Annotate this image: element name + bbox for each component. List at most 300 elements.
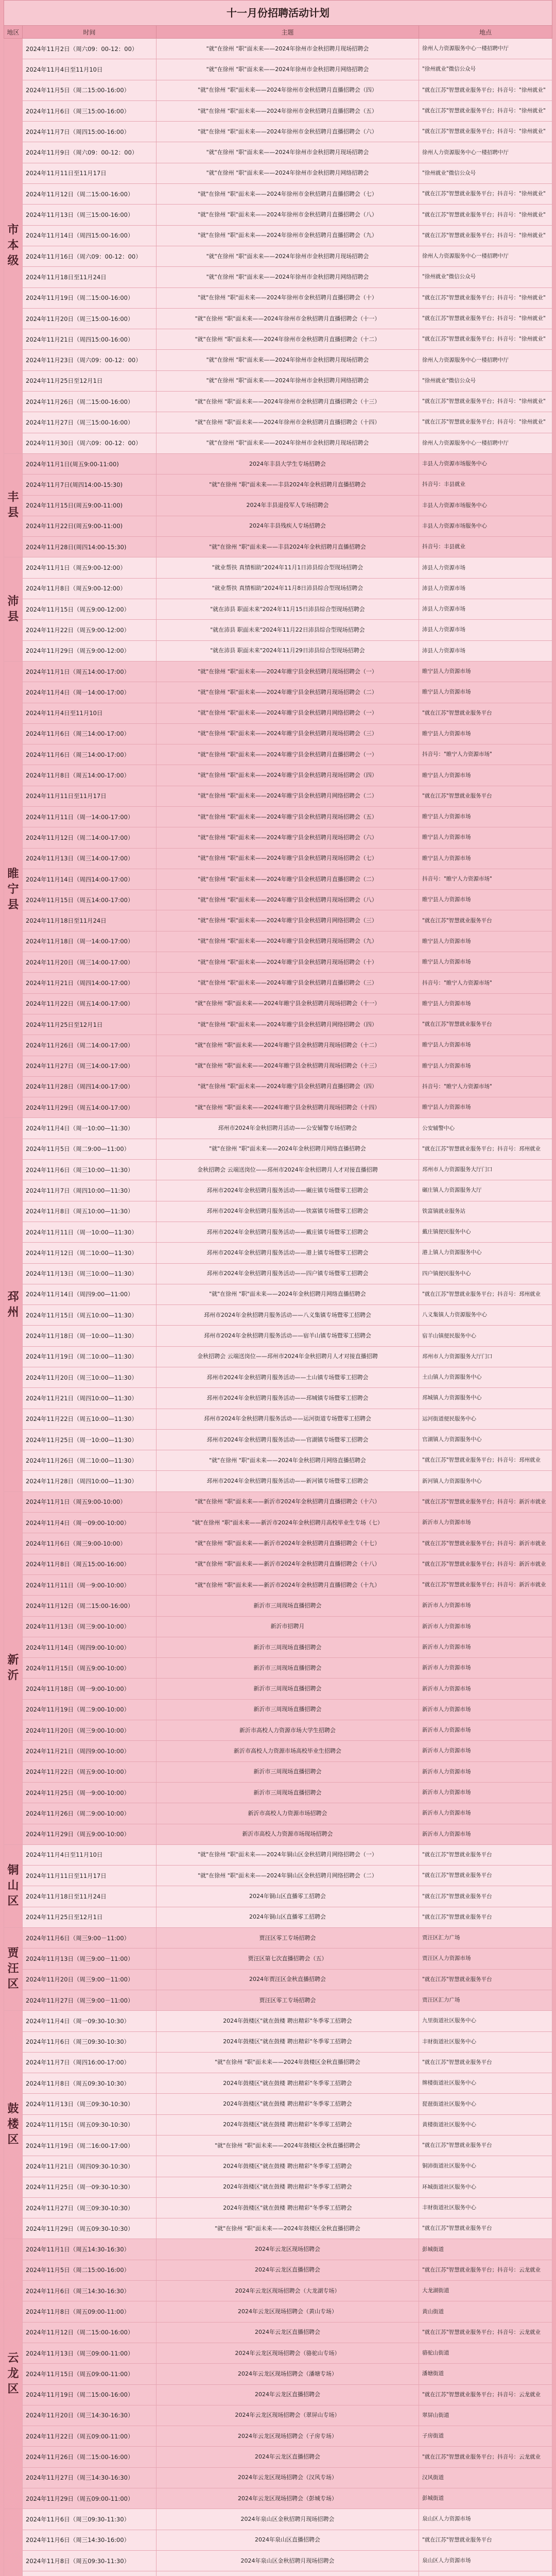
place-cell: "就在江苏"智慧就业服务平台；抖音号：新沂市就业 <box>419 1554 552 1574</box>
place-cell: 潘塘街道 <box>419 2364 552 2384</box>
table-row <box>4 2426 552 2447</box>
theme-cell: 2024年云龙区现场招聘会（黄山专场） <box>157 2301 419 2322</box>
time-cell: 2024年11月28日（周四10:00—11:30） <box>23 1471 157 1492</box>
time-cell: 2024年11月19日（周二15:00-16:00） <box>23 2384 157 2405</box>
time-cell: 2024年11月19日（周二15:00-16:00） <box>23 287 157 308</box>
time-cell: 2024年11月28日（周四14:00-17:00） <box>23 1076 157 1097</box>
table-row <box>4 1533 552 1554</box>
table-row <box>4 1097 552 1118</box>
table-row <box>4 661 552 682</box>
theme-cell: "就业帮扶 真情相助"2024年11月1日沛县综合型现场招聘会 <box>157 557 419 578</box>
time-cell: 2024年11月19日（周二9:00-10:00） <box>23 1699 157 1720</box>
table-row <box>4 2156 552 2177</box>
place-cell: 新沂市人力资源市场 <box>419 1616 552 1637</box>
place-cell: "就在江苏"智慧就业服务平台；抖音号：邳州就业 <box>419 1450 552 1471</box>
table-row <box>4 890 552 910</box>
place-cell: 彭城街道 <box>419 2239 552 2260</box>
time-cell: 2024年11月27日（周三15:00-16:00） <box>23 412 157 433</box>
time-cell: 2024年11月27日（周三9:00－11:00） <box>23 1990 157 2010</box>
place-cell: 九里街道社区服务中心 <box>419 2011 552 2031</box>
place-cell: 沛县人力资源市场 <box>419 578 552 599</box>
time-cell: 2024年11月8日（周五09:00-11:00） <box>23 2301 157 2322</box>
table-row <box>4 2239 552 2260</box>
theme-cell: 2024年云龙区现场招聘会（汉风专场） <box>157 2467 419 2488</box>
place-cell: "徐州就业"微信公众号 <box>419 267 552 287</box>
time-cell: 2024年11月23日（周六09：00-12：00） <box>23 350 157 370</box>
place-cell: 新沂市人力资源市场 <box>419 1658 552 1679</box>
place-cell: "就在江苏"智慧就业服务平台；抖音号：邳州就业 <box>419 1284 552 1304</box>
place-cell: 彭城街道 <box>419 2488 552 2509</box>
table-row <box>4 2384 552 2405</box>
theme-cell: "就"在徐州 "职"面未来——2024年徐州市金秋招聘月网络招聘会 <box>157 370 419 391</box>
table-row <box>4 620 552 640</box>
theme-cell: "就"在徐州 "职"面未来——2024年睢宁县金秋招聘月网络招聘会（四） <box>157 1014 419 1035</box>
place-cell: 碾庄镇人力资源服务大厅 <box>419 1180 552 1201</box>
place-cell: 睢宁县人力资源市场 <box>419 993 552 1014</box>
table-row <box>4 2094 552 2114</box>
theme-cell: 2024年云龙区现场招聘会（骆驼山专场） <box>157 2343 419 2363</box>
district-cell: 丰县 <box>4 453 23 557</box>
table-row <box>4 1118 552 1139</box>
theme-cell: 2024年云龙区直播招聘会 <box>157 2322 419 2343</box>
time-cell: 2024年11月4日（周一14:00-17:00） <box>23 682 157 703</box>
table-row <box>4 1844 552 1865</box>
theme-cell: "就"在徐州 "职"面未来——丰县2024年金秋招聘月直播招聘会 <box>157 537 419 557</box>
header-theme: 主题 <box>157 26 419 39</box>
table-row <box>4 786 552 806</box>
table-row <box>4 308 552 329</box>
theme-cell: "就"在徐州 "职"面未来——2024年徐州市金秋招聘月现场招聘会 <box>157 246 419 266</box>
place-cell: "就在江苏"智慧就业服务平台 <box>419 1844 552 1865</box>
table-row <box>4 370 552 391</box>
theme-cell: 2024年鼓楼区"就在鼓楼 聘出精彩"冬季零工招聘会 <box>157 2073 419 2094</box>
time-cell: 2024年11月13日（周三9:00-10:00） <box>23 1616 157 1637</box>
theme-cell: "就"在徐州 "职"面未来——2024年徐州市金秋招聘月直播招聘会（十四） <box>157 412 419 433</box>
theme-cell: "就"在徐州 "职"面未来——2024年睢宁县金秋招聘月现场招聘会（九） <box>157 931 419 952</box>
table-row <box>4 80 552 100</box>
theme-cell: 邳州市2024年金秋招聘月活动——公安辅警专场招聘会 <box>157 1118 419 1139</box>
place-cell: 丰县人力资源市场服务中心 <box>419 516 552 536</box>
theme-cell: 新沂市三周现场直播招聘会 <box>157 1658 419 1679</box>
theme-cell: 新沂市三周现场直播招聘会 <box>157 1637 419 1657</box>
place-cell: 沛县人力资源市场 <box>419 557 552 578</box>
theme-cell: 2024年鼓楼区"就在鼓楼 聘出精彩"冬季零工招聘会 <box>157 2197 419 2218</box>
place-cell: 新沂市人力资源市场 <box>419 1637 552 1657</box>
table-row <box>4 723 552 744</box>
place-cell: 新沂市人力资源市场 <box>419 1720 552 1741</box>
theme-cell: 新沂市高校人力资源市场高校毕业生招聘会 <box>157 1741 419 1761</box>
place-cell: 丰财街道社区服务中心 <box>419 2031 552 2052</box>
place-cell: "就在江苏"智慧就业服务平台；抖音号："徐州就业" <box>419 205 552 225</box>
theme-cell: 邳州市2024年金秋招聘月服务活动——新河镇专场暨零工招聘会 <box>157 1471 419 1492</box>
table-row <box>4 412 552 433</box>
header-time: 时间 <box>23 26 157 39</box>
time-cell: 2024年11月20日（周三10:00—11:30） <box>23 1367 157 1388</box>
place-cell: "就在江苏"智慧就业服务平台 <box>419 1969 552 1990</box>
time-cell: 2024年11月22日(周五9:00-11:00) <box>23 516 157 536</box>
time-cell: 2024年11月18日至11月24日 <box>23 267 157 287</box>
time-cell: 2024年11月29日（周五09:00-11:00） <box>23 2488 157 2509</box>
place-cell: 睢宁县人力资源市场 <box>419 1035 552 1056</box>
place-cell: 抖音号："睢宁人力资源市场" <box>419 1076 552 1097</box>
time-cell: 2024年11月5日（周二9:00—11:00） <box>23 1139 157 1159</box>
time-cell: 2024年11月1日（周五14:00-17:00） <box>23 661 157 682</box>
theme-cell: "就业帮扶 真情相助"2024年11月8日沛县综合型现场招聘会 <box>157 578 419 599</box>
table-row <box>4 1139 552 1159</box>
time-cell: 2024年11月15日（周五09:00-11:00） <box>23 2364 157 2384</box>
theme-cell: "就"在徐州 "职"面未来——2024年徐州市金秋招聘月现场招聘会 <box>157 433 419 453</box>
place-cell: 翠屏山街道 <box>419 2405 552 2426</box>
place-cell: 睢宁县人力资源市场 <box>419 890 552 910</box>
time-cell: 2024年11月22日（周五14:00-17:00） <box>23 993 157 1014</box>
theme-cell: "就"在徐州 "职"面未来——2024年睢宁县金秋招聘月现场招聘会（十一） <box>157 993 419 1014</box>
place-cell: 汉风街道 <box>419 2467 552 2488</box>
table-row <box>4 931 552 952</box>
time-cell: 2024年11月22日（周五10:00—11:30） <box>23 1409 157 1429</box>
theme-cell: 邳州市2024年金秋招聘月服务活动——八义集镇专场暨零工招聘会 <box>157 1305 419 1326</box>
table-row <box>4 2364 552 2384</box>
table-row <box>4 1637 552 1657</box>
theme-cell: "就"在徐州 "职"面未来——2024年睢宁县金秋招聘月现场招聘会（七） <box>157 848 419 869</box>
theme-cell <box>157 2571 419 2576</box>
table-row <box>4 1699 552 1720</box>
place-cell: 贾汪区汇力广场 <box>419 1928 552 1948</box>
table-row <box>4 1948 552 1969</box>
table-row <box>4 1886 552 1907</box>
time-cell: 2024年11月8日（周五9:00-12:00） <box>23 578 157 599</box>
table-row <box>4 910 552 931</box>
theme-cell: "就"在徐州 "职"面未来——2024年睢宁县金秋招聘月现场招聘会（五） <box>157 806 419 827</box>
table-row <box>4 246 552 266</box>
theme-cell: "就"在徐州 "职"面未来——2024年鼓楼区金秋直播招聘会 <box>157 2052 419 2073</box>
table-row <box>4 100 552 121</box>
theme-cell: "就"在徐州 "职"面未来——2024年徐州市金秋招聘月直播招聘会（十一） <box>157 308 419 329</box>
table-row <box>4 703 552 723</box>
time-cell: 2024年11月7日（周四15:00-16:00） <box>23 122 157 142</box>
time-cell: 2024年11月29日（周五9:00-10:00） <box>23 1824 157 1844</box>
theme-cell: 邳州市2024年金秋招聘月服务活动——碾庄镇专场暨零工招聘会 <box>157 1180 419 1201</box>
time-cell: 2024年11月13日（周三09:30-10:30） <box>23 2094 157 2114</box>
table-row <box>4 744 552 765</box>
theme-cell: 邳州市2024年金秋招聘月服务活动——铁富镇专场暨零工招聘会 <box>157 1201 419 1222</box>
theme-cell: "就"在徐州 "职"面未来——2024年鼓楼区金秋直播招聘会 <box>157 2135 419 2156</box>
place-cell: 土山镇人力资源服务中心 <box>419 1367 552 1388</box>
place-cell: 睢宁县人力资源市场 <box>419 827 552 848</box>
place-cell: "就在江苏"智慧就业服务平台 <box>419 1866 552 1886</box>
time-cell: 2024年11月14日（周四9:00—11:00） <box>23 1284 157 1304</box>
theme-cell: "就"在徐州 "职"面未来——2024年徐州市金秋招聘月直播招聘会（四） <box>157 80 419 100</box>
time-cell: 2024年11月18日（周一9:00-10:00） <box>23 1679 157 1699</box>
time-cell: 2024年11月26日（周二15:00-16:00） <box>23 392 157 412</box>
time-cell: 2024年11月8日（周五10:00—11:30） <box>23 1201 157 1222</box>
place-cell: 贾汪区汇力广场 <box>419 1990 552 2010</box>
schedule-body <box>4 39 552 2576</box>
district-cell: 新沂 <box>4 1492 23 1844</box>
theme-cell: 2024年泉山区金秋招聘月现场招聘会 <box>157 2509 419 2530</box>
time-cell: 2024年11月4日至11月10日 <box>23 59 157 80</box>
time-cell: 2024年11月2日（周六09：00-12：00） <box>23 39 157 59</box>
theme-cell: "就"在徐州 "职"面未来——2024年睢宁县金秋招聘月现场招聘会（十二） <box>157 1035 419 1056</box>
theme-cell: "就"在徐州 "职"面未来——2024年徐州市金秋招聘月直播招聘会（十二） <box>157 329 419 350</box>
place-cell: 牌楼街道社区服务中心 <box>419 2073 552 2094</box>
table-row <box>4 1305 552 1326</box>
table-row <box>4 1554 552 1574</box>
time-cell: 2024年11月21日（周四10:00—11:30） <box>23 1388 157 1409</box>
time-cell: 2024年11月1日（周五14:30-16:30） <box>23 2239 157 2260</box>
time-cell: 2024年11月25日至12月1日 <box>23 370 157 391</box>
theme-cell: 邳州市2024年金秋招聘月服务活动——港上镇专场暨零工招聘会 <box>157 1243 419 1263</box>
place-cell: "徐州就业"微信公众号 <box>419 370 552 391</box>
time-cell: 2024年11月20日（周三14:00-17:00） <box>23 952 157 973</box>
time-cell: 2024年11月21日（周四9:00-10:00） <box>23 1741 157 1761</box>
theme-cell: "就"在徐州 "职"面未来——2024年徐州市金秋招聘月直播招聘会（十三） <box>157 392 419 412</box>
table-row <box>4 1741 552 1761</box>
district-cell: 铜山区 <box>4 1844 23 1927</box>
theme-cell: "就"在徐州 "职"面未来——2024年徐州市金秋招聘月直播招聘会（九） <box>157 225 419 246</box>
table-row <box>4 1990 552 2010</box>
place-cell: 新河镇人力资源服务中心 <box>419 1471 552 1492</box>
time-cell: 2024年11月15日（周五9:00-10:00） <box>23 1658 157 1679</box>
theme-cell: 金秋招聘会 云端送岗位——邳州市2024年金秋招聘月人才对接直播招聘 <box>157 1160 419 1180</box>
time-cell: 2024年11月6日（周三09:30-11:30） <box>23 2509 157 2530</box>
table-row <box>4 516 552 536</box>
table-row <box>4 267 552 287</box>
theme-cell: 邳州市2024年金秋招聘月服务活动——土山镇专场暨零工招聘会 <box>157 1367 419 1388</box>
table-row <box>4 2550 552 2571</box>
theme-cell: 贾汪区零工专场招聘会 <box>157 1990 419 2010</box>
table-row <box>4 682 552 703</box>
place-cell: 贾汪区人力资源市场 <box>419 1948 552 1969</box>
time-cell <box>23 2571 157 2576</box>
theme-cell: "就"在徐州 "职"面未来——新沂市2024年金秋招聘月直播招聘会（十八） <box>157 1554 419 1574</box>
time-cell: 2024年11月5日（周二15:00-16:00） <box>23 80 157 100</box>
theme-cell: 新沂市三周现场直播招聘会 <box>157 1761 419 1782</box>
theme-cell: "就"在徐州 "职"面未来——2024年睢宁县金秋招聘月现场招聘会（十） <box>157 952 419 973</box>
time-cell: 2024年11月11日（周一9:00-10:00） <box>23 1574 157 1595</box>
place-cell: 沛县人力资源市场 <box>419 640 552 661</box>
time-cell: 2024年11月13日（周三10:00—11:30） <box>23 1263 157 1284</box>
time-cell: 2024年11月6日（周三9:00-10:00） <box>23 1533 157 1554</box>
theme-cell: 新沂市高校人力资源市场现场招聘会 <box>157 1824 419 1844</box>
theme-cell: "就"在徐州 "职"面未来——2024年睢宁县金秋招聘月现场招聘会（四） <box>157 765 419 786</box>
place-cell: "就在江苏"智慧就业服务平台；抖音号：云龙就业 <box>419 2447 552 2467</box>
table-row <box>4 1243 552 1263</box>
table-row <box>4 1201 552 1222</box>
place-cell: 丰财街道社区服务中心 <box>419 2197 552 2218</box>
theme-cell: "就"在徐州 "职"面未来——2024年徐州市金秋招聘月现场招聘会 <box>157 350 419 370</box>
place-cell: 新沂市人力资源市场 <box>419 1761 552 1782</box>
theme-cell: "就"在徐州 "职"面未来——2024年睢宁县金秋招聘月直播招聘会（四） <box>157 1076 419 1097</box>
theme-cell: "就"在徐州 "职"面未来——丰县2024年金秋招聘月直播招聘会 <box>157 474 419 495</box>
theme-cell: "就"在徐州 "职"面未来——新沂市2024年金秋招聘月直播招聘会（十六） <box>157 1492 419 1512</box>
time-cell: 2024年11月25日（周一10:00—11:30） <box>23 1429 157 1450</box>
place-cell: 沛县人力资源市场 <box>419 599 552 620</box>
table-row <box>4 1471 552 1492</box>
table-row <box>4 2571 552 2576</box>
table-row <box>4 1180 552 1201</box>
table-row <box>4 2467 552 2488</box>
theme-cell: 贾汪区第七次直播招聘会（五） <box>157 1948 419 1969</box>
place-cell <box>419 2571 552 2576</box>
time-cell: 2024年11月28日(周四14:00-15:30) <box>23 537 157 557</box>
place-cell: 睢宁县人力资源市场 <box>419 1097 552 1118</box>
table-row <box>4 1076 552 1097</box>
place-cell: "就在江苏"智慧就业服务平台；抖音号：新沂市就业 <box>419 1533 552 1554</box>
place-cell: 宿羊山镇便民服务中心 <box>419 1326 552 1346</box>
table-row <box>4 806 552 827</box>
time-cell: 2024年11月25日至12月1日 <box>23 1907 157 1927</box>
theme-cell: "就"在徐州 "职"面未来——2024年徐州市金秋招聘月网络招聘会 <box>157 267 419 287</box>
time-cell: 2024年11月29日（周五14:00-17:00） <box>23 1097 157 1118</box>
time-cell: 2024年11月13日（周三14:00-17:00） <box>23 848 157 869</box>
theme-cell: 2024年鼓楼区"就在鼓楼 聘出精彩"冬季零工招聘会 <box>157 2177 419 2197</box>
theme-cell: 邳州市2024年金秋招聘月服务活动——运河街道专场暨零工招聘会 <box>157 1409 419 1429</box>
time-cell: 2024年11月11日（周一14:00-17:00） <box>23 806 157 827</box>
place-cell: 抖音号："睢宁人力资源市场" <box>419 869 552 889</box>
table-row <box>4 2488 552 2509</box>
theme-cell: "就"在徐州 "职"面未来——新沂市2024年金秋招聘月直播招聘会（十七） <box>157 1533 419 1554</box>
place-cell: 睢宁县人力资源市场 <box>419 765 552 786</box>
table-row <box>4 205 552 225</box>
time-cell: 2024年11月4日至11月10日 <box>23 1844 157 1865</box>
place-cell: 睢宁县人力资源市场 <box>419 1056 552 1076</box>
place-cell: "就在江苏"智慧就业服务平台；抖音号："徐州就业" <box>419 412 552 433</box>
theme-cell: "就"在徐州 "职"面未来——2024年睢宁县金秋招聘月现场招聘会（六） <box>157 827 419 848</box>
table-row <box>4 869 552 889</box>
theme-cell: 2024年鼓楼区"就在鼓楼 聘出精彩"冬季零工招聘会 <box>157 2011 419 2031</box>
place-cell: "就在江苏"智慧就业服务平台 <box>419 2135 552 2156</box>
theme-cell: "就"在徐州 "职"面未来——2024年鼓楼区金秋直播招聘会 <box>157 2218 419 2239</box>
time-cell: 2024年11月29日（周五9:00-12:00） <box>23 640 157 661</box>
time-cell: 2024年11月20日（周三15:00-16:00） <box>23 308 157 329</box>
place-cell: "就在江苏"智慧就业服务平台；抖音号："徐州就业" <box>419 329 552 350</box>
theme-cell: "就"在徐州 "职"面未来——2024年睢宁县金秋招聘月现场招聘会（二） <box>157 682 419 703</box>
place-cell: "就在江苏"智慧就业服务平台；抖音号：邳州就业 <box>419 1139 552 1159</box>
time-cell: 2024年11月15日(周五9:00-11:00) <box>23 495 157 516</box>
time-cell: 2024年11月18日（周一10:00—11:30） <box>23 1326 157 1346</box>
theme-cell: 2024年鼓楼区"就在鼓楼 聘出精彩"冬季零工招聘会 <box>157 2156 419 2177</box>
time-cell: 2024年11月4日（周一09:00-10:00） <box>23 1513 157 1533</box>
place-cell: 睢宁县人力资源市场 <box>419 848 552 869</box>
time-cell: 2024年11月13日（周三09:00-11:00） <box>23 2343 157 2363</box>
time-cell: 2024年11月30日（周六09：00-12：00） <box>23 433 157 453</box>
place-cell: 睢宁县人力资源市场 <box>419 682 552 703</box>
place-cell: 新沂市人力资源市场 <box>419 1699 552 1720</box>
table-row <box>4 163 552 183</box>
theme-cell: 金秋招聘会 云端送岗位——邳州市2024年金秋招聘月人才对接直播招聘 <box>157 1346 419 1367</box>
time-cell: 2024年11月6日（周三09:30-10:30） <box>23 2031 157 2052</box>
time-cell: 2024年11月12日（周二15:00-16:00） <box>23 1596 157 1616</box>
table-row <box>4 1679 552 1699</box>
time-cell: 2024年11月18日（周一14:00-17:00） <box>23 931 157 952</box>
place-cell: "就在江苏"智慧就业服务平台；抖音号："徐州就业" <box>419 184 552 205</box>
theme-cell: 2024年铜山区直播零工招聘会 <box>157 1907 419 1927</box>
theme-cell: 邳州市2024年金秋招聘月服务活动——四户镇专场暨零工招聘会 <box>157 1263 419 1284</box>
place-cell: 大龙湖街道 <box>419 2281 552 2301</box>
table-row <box>4 1346 552 1367</box>
place-cell: 泉山区人力资源市场 <box>419 2550 552 2571</box>
table-row <box>4 453 552 474</box>
place-cell: 徐州人力资源服务中心一楼招聘中厅 <box>419 350 552 370</box>
place-cell: "就在江苏"智慧就业服务平台；抖音号："徐州就业" <box>419 392 552 412</box>
time-cell: 2024年11月1日（周五9:00-12:00） <box>23 557 157 578</box>
place-cell: 睢宁县人力资源市场 <box>419 661 552 682</box>
table-row <box>4 1596 552 1616</box>
theme-cell: 邳州市2024年金秋招聘月服务活动——官湖镇专场暨零工招聘会 <box>157 1429 419 1450</box>
theme-cell: 2024年云龙区现场招聘会（大龙湖专场） <box>157 2281 419 2301</box>
place-cell: 抖音号："睢宁人力资源市场" <box>419 973 552 993</box>
theme-cell: "就"在徐州 "职"面未来——2024年徐州市金秋招聘月直播招聘会（十） <box>157 287 419 308</box>
time-cell: 2024年11月12日（周二15:00-16:00） <box>23 2322 157 2343</box>
place-cell: 睢宁县人力资源市场 <box>419 723 552 744</box>
table-row <box>4 1429 552 1450</box>
schedule-table <box>4 25 552 2576</box>
district-cell: 鼓楼区 <box>4 2011 23 2239</box>
time-cell: 2024年11月8日（周五09:30-10:30） <box>23 2073 157 2094</box>
theme-cell: 2024年铜山区直播零工招聘会 <box>157 1886 419 1907</box>
place-cell: "就在江苏"智慧就业服务平台；抖音号："徐州就业" <box>419 308 552 329</box>
time-cell: 2024年11月1日(周五9:00-11:00) <box>23 453 157 474</box>
time-cell: 2024年11月11日（周一10:00—11:30） <box>23 1222 157 1242</box>
table-row <box>4 2322 552 2343</box>
table-row <box>4 1782 552 1803</box>
theme-cell: "就"在徐州 "职"面未来——2024年徐州市金秋招聘月现场招聘会 <box>157 142 419 163</box>
table-row <box>4 2530 552 2550</box>
table-row <box>4 765 552 786</box>
table-row <box>4 1326 552 1346</box>
theme-cell: 贾汪区零工专场招聘会 <box>157 1928 419 1948</box>
place-cell: 四户镇便民服务中心 <box>419 1263 552 1284</box>
table-row <box>4 184 552 205</box>
table-row <box>4 2197 552 2218</box>
time-cell: 2024年11月7日(周四14:00-15:30) <box>23 474 157 495</box>
place-cell: "就在江苏"智慧就业服务平台；抖音号："徐州就业" <box>419 122 552 142</box>
place-cell: 丰县人力资源市场服务中心 <box>419 495 552 516</box>
theme-cell: "就"在徐州 "职"面未来——新沂市2024年金秋招聘月高校毕业生专场（七） <box>157 1513 419 1533</box>
time-cell: 2024年11月20日（周三9:00-10:00） <box>23 1720 157 1741</box>
place-cell: 戴庄镇便民服务中心 <box>419 1222 552 1242</box>
place-cell: "就在江苏"智慧就业服务平台；抖音号：新沂市就业 <box>419 1574 552 1595</box>
theme-cell: "就在沛县 职面未来"2024年11月29日沛县综合型现场招聘会 <box>157 640 419 661</box>
time-cell: 2024年11月14日（周四15:00-16:00） <box>23 225 157 246</box>
time-cell: 2024年11月6日（周三10:00—11:30） <box>23 1160 157 1180</box>
theme-cell: "就"在徐州 "职"面未来——2024年徐州市金秋招聘月网络招聘会 <box>157 59 419 80</box>
theme-cell: "就"在徐州 "职"面未来——2024年睢宁县金秋招聘月现场招聘会（一） <box>157 661 419 682</box>
table-row <box>4 2114 552 2135</box>
table-row <box>4 1866 552 1886</box>
time-cell: 2024年11月21日（周四14:00-17:00） <box>23 973 157 993</box>
theme-cell: "就"在徐州 "职"面未来——2024年徐州市金秋招聘月直播招聘会（五） <box>157 100 419 121</box>
theme-cell: "就"在徐州 "职"面未来——2024年睢宁县金秋招聘月现场招聘会（十三） <box>157 1056 419 1076</box>
table-row <box>4 1761 552 1782</box>
table-row <box>4 1450 552 1471</box>
theme-cell: 2024年云龙区直播招聘会 <box>157 2447 419 2467</box>
time-cell: 2024年11月7日（周四16:00-17:00） <box>23 2052 157 2073</box>
time-cell: 2024年11月22日（周五9:00-10:00） <box>23 1761 157 1782</box>
theme-cell: 2024年鼓楼区"就在鼓楼 聘出精彩"冬季零工招聘会 <box>157 2031 419 2052</box>
time-cell: 2024年11月4日（周一10:00—11:30） <box>23 1118 157 1139</box>
time-cell: 2024年11月11日至11月17日 <box>23 1866 157 1886</box>
time-cell: 2024年11月27日（周三09:30-10:30） <box>23 2197 157 2218</box>
page-title: 十一月份招聘活动计划 <box>4 0 552 25</box>
theme-cell: 2024年泉山区金秋招聘月现场招聘会 <box>157 2550 419 2571</box>
table-row <box>4 2281 552 2301</box>
time-cell: 2024年11月15日（周五9:00-12:00） <box>23 599 157 620</box>
time-cell: 2024年11月6日（周三14:00-17:00） <box>23 723 157 744</box>
theme-cell: 2024年云龙区直播招聘会 <box>157 2260 419 2280</box>
place-cell: "就在江苏"智慧就业服务平台；抖音号："徐州就业" <box>419 287 552 308</box>
theme-cell: 2024年丰县大学生专场招聘会 <box>157 453 419 474</box>
